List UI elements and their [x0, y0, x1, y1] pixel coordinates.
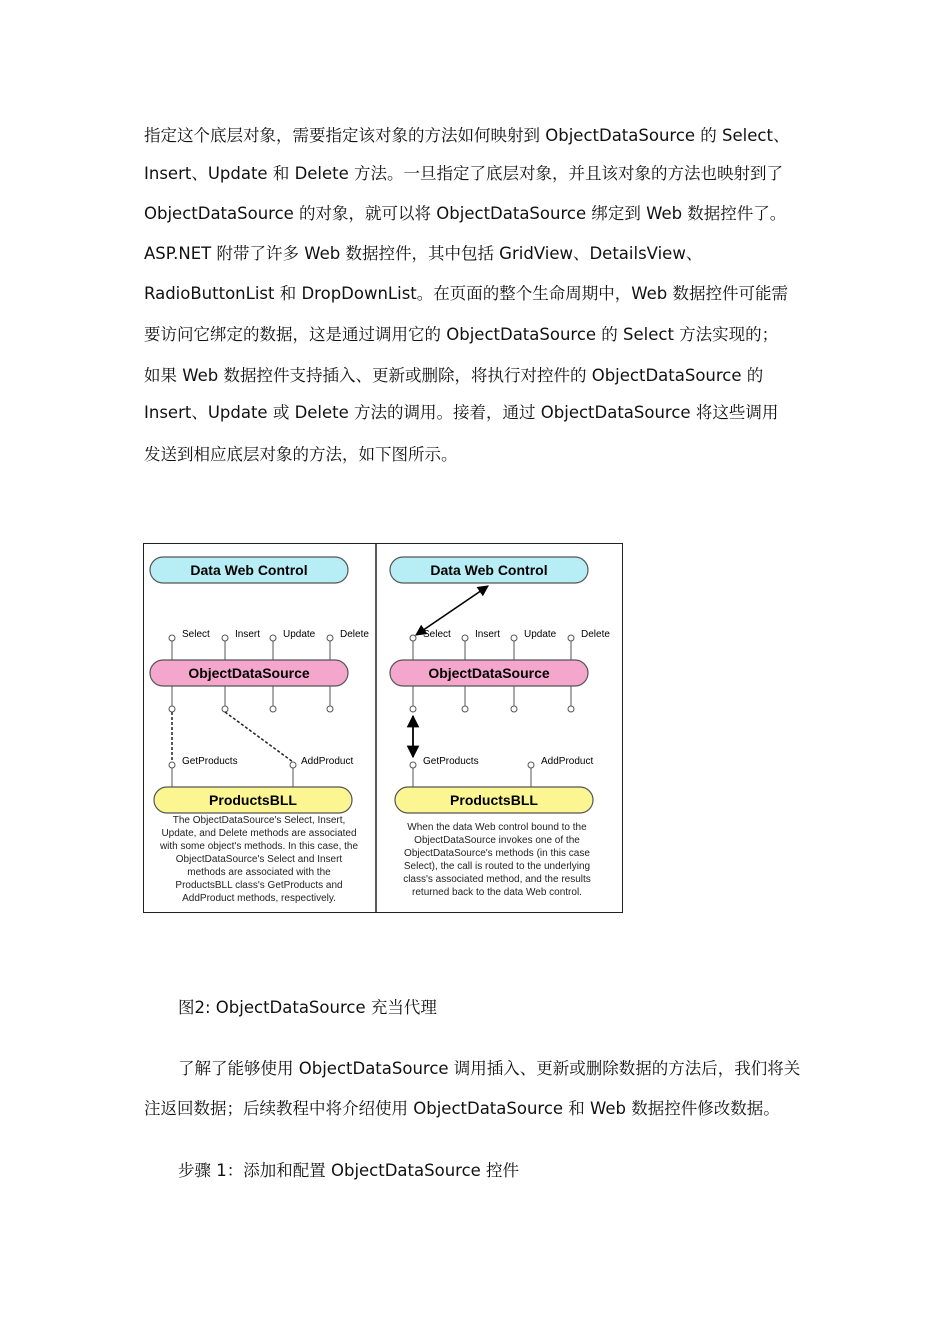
right-bll-method-addproduct: AddProduct [541, 756, 594, 767]
paragraph-2-line-1: 了解了能够使用 ObjectDataSource 调用插入、更新或删除数据的方法后，我们将关 [178, 1059, 801, 1078]
paragraph-1-line-1: 指定这个底层对象，需要指定该对象的方法如何映射到 ObjectDataSource 的 Select、 [144, 126, 790, 145]
left-method-update: Update [283, 629, 316, 640]
left-objectdatasource-label: ObjectDataSource [188, 665, 310, 681]
left-productsbll-label: ProductsBLL [209, 792, 297, 808]
left-caption-line: ObjectDataSource's Select and Insert [175, 854, 343, 865]
right-method-update: Update [524, 629, 557, 640]
right-caption-line: When the data Web control bound to the [407, 822, 587, 833]
left-caption-line: with some object's methods. In this case, the [159, 841, 359, 852]
left-bll-method-addproduct: AddProduct [301, 756, 354, 767]
right-method-select: Select [423, 629, 451, 640]
paragraph-1-line-8: Insert、Update 或 Delete 方法的调用。接着，通过 ObjectDataSource 将这些调用 [144, 403, 779, 422]
left-method-delete: Delete [340, 629, 369, 640]
paragraph-1-line-9: 发送到相应底层对象的方法，如下图所示。 [144, 445, 458, 464]
right-caption-line: Select), the call is routed to the underlying [403, 861, 591, 872]
left-caption-line: methods are associated with the [187, 867, 331, 878]
right-method-delete: Delete [581, 629, 610, 640]
objectdatasource-diagram [143, 543, 623, 913]
right-method-insert: Insert [475, 629, 501, 640]
paragraph-1-line-3: ObjectDataSource 的对象，就可以将 ObjectDataSource 绑定到 Web 数据控件了。 [144, 204, 787, 223]
right-caption-line: ObjectDataSource invokes one of the [414, 835, 580, 846]
right-caption-line: returned back to the data Web control. [412, 887, 582, 898]
left-method-select: Select [182, 629, 210, 640]
left-data-web-control-label: Data Web Control [190, 562, 308, 578]
left-method-insert: Insert [235, 629, 261, 640]
left-caption-line: Update, and Delete methods are associated [161, 828, 357, 839]
right-objectdatasource-label: ObjectDataSource [428, 665, 550, 681]
paragraph-1-line-4: ASP.NET 附带了许多 Web 数据控件，其中包括 GridView、DetailsView、 [144, 244, 703, 263]
right-productsbll-label: ProductsBLL [450, 792, 538, 808]
paragraph-2-line-2: 注返回数据；后续教程中将介绍使用 ObjectDataSource 和 Web 数据控件修改数据。 [144, 1099, 780, 1118]
right-bll-method-getproducts: GetProducts [423, 756, 479, 767]
left-caption-line: The ObjectDataSource's Select, Insert, [172, 815, 346, 826]
paragraph-1-line-6: 要访问它绑定的数据，这是通过调用它的 ObjectDataSource 的 Select 方法实现的； [144, 325, 779, 344]
paragraph-1-line-5: RadioButtonList 和 DropDownList。在页面的整个生命周期中，Web 数据控件可能需 [144, 284, 788, 303]
right-data-web-control-label: Data Web Control [430, 562, 548, 578]
left-caption-line: AddProduct methods, respectively. [182, 893, 336, 904]
figure-caption: 图2: ObjectDataSource 充当代理 [178, 998, 437, 1017]
paragraph-1-line-7: 如果 Web 数据控件支持插入、更新或删除，将执行对控件的 ObjectDataSource 的 [144, 366, 764, 385]
right-caption-line: class's associated method, and the results [403, 874, 591, 885]
step-heading: 步骤 1：添加和配置 ObjectDataSource 控件 [178, 1161, 520, 1180]
left-bll-method-getproducts: GetProducts [182, 756, 238, 767]
right-caption-line: ObjectDataSource's methods (in this case [404, 848, 590, 859]
paragraph-1-line-2: Insert、Update 和 Delete 方法。一旦指定了底层对象，并且该对象的方法也映射到了 [144, 164, 784, 183]
left-caption-line: ProductsBLL class's GetProducts and [175, 880, 343, 891]
